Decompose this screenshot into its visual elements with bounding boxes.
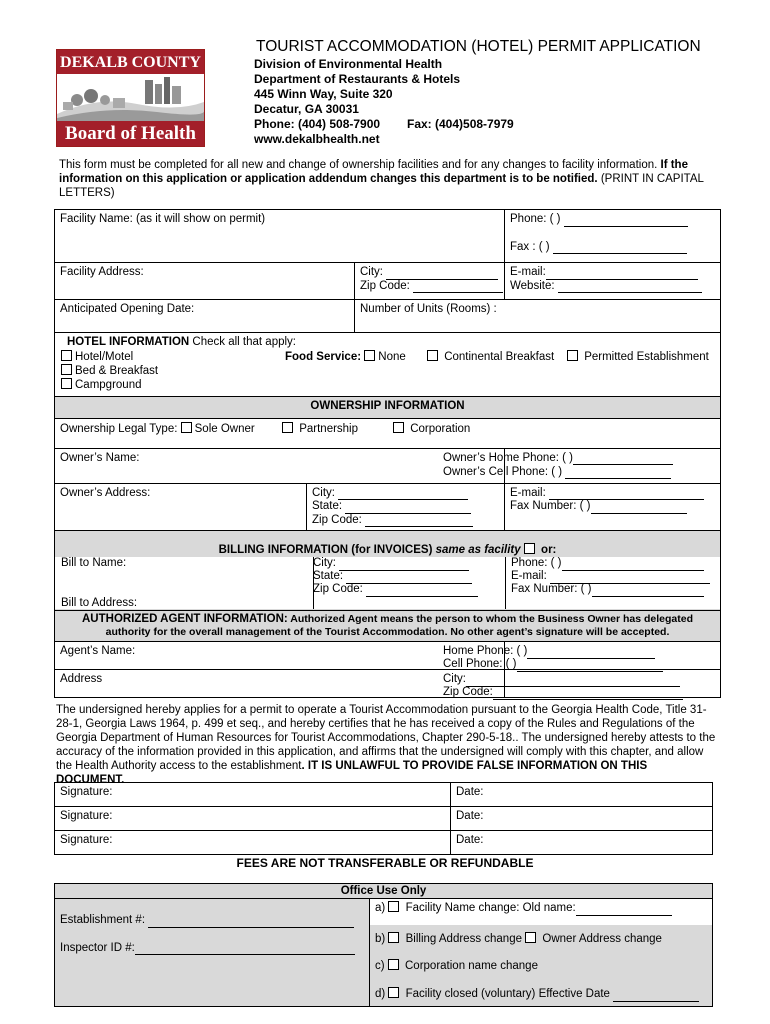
opening-date-label: Anticipated Opening Date:	[60, 303, 195, 315]
owner-zip-field[interactable]	[365, 515, 473, 527]
bill-fax-field[interactable]	[592, 585, 704, 597]
units-cell[interactable]	[355, 300, 721, 333]
owner-address-change-checkbox[interactable]	[525, 932, 536, 943]
ownership-heading: OWNERSHIP INFORMATION	[55, 396, 721, 418]
agent-heading-cell	[55, 611, 721, 642]
owner-zip-label: Zip Code:	[312, 513, 362, 526]
option-d-prefix: d)	[375, 988, 386, 1000]
office-ids-cell	[55, 899, 370, 1007]
same-as-facility-checkbox[interactable]	[524, 543, 535, 554]
bill-name-label: Bill to Name:	[61, 557, 127, 569]
agent-home-phone-label: Home Phone: ( )	[443, 645, 528, 657]
bill-state-label: State:	[313, 570, 344, 582]
hotel-info-cell	[55, 333, 721, 397]
food-none-label: None	[378, 350, 406, 363]
date-label: Date:	[456, 834, 484, 846]
declaration-text: The undersigned hereby applies for a permit to operate a Tourist Accommodation pursuant to the Georgia Health Code, Title 31-28-1, Georgia Laws 1964, p. 499 et seq., and hereby certifies that he has received a copy of the Rules and Regulations of the Georgia Department of Human Resources for Tourist Accommodations, Chapter 290-5-18.. The undersigned hereby attests to the accuracy of the information provided in this application, and affirms that the undersigned will comply with this chapter, and allow the Health Authority access to the establishment	[56, 704, 716, 772]
billing-cell	[55, 531, 721, 611]
agent-home-phone-field[interactable]	[527, 647, 655, 659]
billing-address-change-label: Billing Address change	[405, 933, 522, 945]
logo-top-text: DEKALB COUNTY	[57, 50, 204, 74]
facility-address-label: Facility Address:	[60, 266, 144, 278]
date-field-3[interactable]	[451, 831, 713, 855]
facility-email-label: E-mail:	[510, 266, 546, 278]
agent-name-label: Agent’s Name:	[60, 645, 136, 657]
facility-email-field[interactable]	[546, 268, 698, 280]
bill-city-field[interactable]	[339, 559, 469, 571]
bill-zip-field[interactable]	[366, 585, 478, 597]
billing-or-text: or:	[537, 544, 557, 556]
logo-bottom-text: Board of Health	[57, 121, 204, 146]
owner-fax-field[interactable]	[591, 502, 687, 514]
agent-city-field[interactable]	[466, 675, 680, 687]
billing-address-change-checkbox[interactable]	[388, 932, 399, 943]
date-label: Date:	[456, 786, 484, 798]
corporation-label: Corporation	[410, 422, 471, 435]
fees-notice: FEES ARE NOT TRANSFERABLE OR REFUNDABLE	[236, 856, 534, 870]
date-label: Date:	[456, 810, 484, 822]
facility-phone-fax-cell[interactable]	[505, 210, 721, 263]
bill-phone-field[interactable]	[562, 559, 704, 571]
campground-label: Campground	[75, 379, 142, 391]
office-use-heading: Office Use Only	[55, 884, 713, 899]
owner-email-fax-cell[interactable]	[505, 483, 721, 531]
agent-zip-label: Zip Code:	[443, 686, 493, 698]
declaration-paragraph	[56, 703, 716, 787]
agent-cell-phone-label: Cell Phone: ( )	[443, 658, 517, 670]
bed-breakfast-label: Bed & Breakfast	[75, 364, 159, 377]
facility-fax-label: Fax : ( )	[510, 240, 550, 253]
continental-breakfast-label: Continental Breakfast	[444, 350, 555, 363]
owner-cell-phone-label: Owner’s Cell Phone: ( )	[443, 465, 563, 478]
facility-name-change-checkbox[interactable]	[388, 901, 399, 912]
owner-home-phone-field[interactable]	[573, 453, 673, 465]
facility-zip-field[interactable]	[413, 281, 503, 293]
continental-breakfast-checkbox[interactable]	[427, 350, 438, 361]
ownership-type-cell	[55, 418, 721, 448]
intro-paragraph	[59, 158, 709, 200]
units-label: Number of Units (Rooms) :	[360, 303, 497, 315]
owner-email-label: E-mail:	[510, 486, 546, 499]
application-form-table	[54, 209, 721, 698]
inspector-id-label: Inspector ID #:	[60, 941, 135, 954]
bill-fax-label: Fax Number: ( )	[511, 583, 592, 595]
agent-address-cell[interactable]	[55, 670, 505, 698]
establishment-field[interactable]	[148, 916, 354, 928]
division-name: Division of Environmental Health	[254, 57, 443, 71]
bill-city-label: City:	[313, 557, 336, 569]
owner-name-cell[interactable]	[55, 448, 505, 483]
owner-state-field[interactable]	[345, 502, 471, 514]
intro-text-end: (PRINT IN CAPITAL LETTERS)	[59, 173, 704, 199]
header-fax: Fax: (404)508-7979	[407, 117, 514, 131]
owner-city-state-zip-cell[interactable]	[307, 483, 505, 531]
sole-owner-checkbox[interactable]	[181, 422, 192, 433]
facility-phone-label: Phone: ( )	[510, 213, 561, 225]
signature-label: Signature:	[60, 834, 113, 846]
facility-name-cell[interactable]	[55, 210, 505, 263]
food-service-label: Food Service:	[285, 350, 362, 363]
facility-name-change-label: Facility Name change: Old name:	[405, 902, 576, 914]
signature-label: Signature:	[60, 786, 113, 798]
old-name-field[interactable]	[576, 904, 672, 916]
page-title: TOURIST ACCOMMODATION (HOTEL) PERMIT APPLICATION	[256, 38, 701, 55]
option-a-prefix: a)	[375, 902, 386, 914]
facility-zip-label: Zip Code:	[360, 279, 410, 292]
facility-closed-checkbox[interactable]	[388, 987, 399, 998]
ownership-type-label: Ownership Legal Type:	[60, 422, 178, 435]
signature-field-1[interactable]	[55, 783, 451, 807]
bill-email-label: E-mail:	[511, 570, 547, 582]
owner-address-change-label: Owner Address change	[542, 933, 662, 945]
agent-heading-description: Authorized Agent means the person to whom the Business Owner has delegated authority for the overall management of the Tourist Accommodation. No other agent’s signature will be accepted.	[105, 613, 693, 638]
facility-city-field[interactable]	[386, 268, 498, 280]
hotel-info-heading: HOTEL INFORMATION	[67, 336, 190, 348]
partnership-label: Partnership	[299, 422, 359, 435]
owner-name-label: Owner’s Name:	[60, 451, 140, 464]
permitted-establishment-label: Permitted Establishment	[584, 350, 709, 363]
bed-breakfast-checkbox[interactable]	[61, 364, 72, 375]
owner-city-field[interactable]	[338, 488, 468, 500]
facility-email-web-cell[interactable]	[505, 263, 721, 300]
billing-heading	[55, 531, 720, 557]
bill-phone-label: Phone: ( )	[511, 557, 562, 569]
owner-phones-cell[interactable]	[443, 448, 721, 483]
hotel-motel-label: Hotel/Motel	[75, 350, 134, 363]
opening-date-cell[interactable]	[55, 300, 355, 333]
option-c-prefix: c)	[375, 960, 385, 972]
hotel-motel-checkbox[interactable]	[61, 350, 72, 361]
department-name: Department of Restaurants & Hotels	[254, 72, 461, 86]
establishment-label: Establishment #:	[60, 914, 146, 926]
facility-website-field[interactable]	[558, 281, 702, 293]
corporation-name-change-checkbox[interactable]	[388, 959, 399, 970]
food-none-checkbox[interactable]	[364, 350, 375, 361]
intro-text: This form must be completed for all new and change of ownership facilities and for any changes to facility information.	[59, 159, 661, 171]
date-field-1[interactable]	[451, 783, 713, 807]
intro-bold-text: If the information on this application or application addendum changes this department is to be notified.	[59, 159, 688, 185]
signature-table	[54, 782, 713, 855]
corporation-checkbox[interactable]	[393, 422, 404, 433]
owner-cell-phone-field[interactable]	[565, 467, 671, 479]
signature-field-3[interactable]	[55, 831, 451, 855]
facility-phone-field[interactable]	[564, 215, 688, 227]
owner-fax-label: Fax Number: ( )	[510, 500, 591, 512]
agent-name-cell[interactable]	[55, 642, 505, 670]
owner-city-label: City:	[312, 486, 335, 499]
corporation-name-change-label: Corporation name change	[405, 960, 538, 972]
facility-website-label: Website:	[510, 279, 555, 292]
facility-closed-label: Facility closed (voluntary) Effective Date	[405, 988, 610, 1000]
header-website: www.dekalbhealth.net	[254, 132, 380, 146]
owner-address-label: Owner’s Address:	[60, 486, 151, 499]
agent-address-label: Address	[60, 673, 103, 685]
dekalb-logo	[56, 49, 205, 147]
owner-home-phone-label: Owner’s Home Phone: ( )	[443, 451, 573, 464]
owner-address-cell[interactable]	[55, 483, 307, 531]
facility-city-label: City:	[360, 266, 383, 278]
office-use-table	[54, 883, 713, 1007]
inspector-id-field[interactable]	[135, 943, 355, 955]
effective-date-field[interactable]	[613, 990, 699, 1002]
billing-heading-text: BILLING INFORMATION (for INVOICES)	[218, 544, 433, 556]
declaration-warning: . IT IS UNLAWFUL TO PROVIDE FALSE INFORMATION ON THIS DOCUMENT.	[56, 760, 648, 786]
agent-phones-cell[interactable]	[443, 642, 721, 670]
address-line-2: Decatur, GA 30031	[254, 102, 359, 116]
facility-city-zip-cell[interactable]	[355, 263, 505, 300]
facility-address-cell[interactable]	[55, 263, 355, 300]
hotel-info-subheading: Check all that apply:	[189, 336, 296, 348]
owner-state-label: State:	[312, 500, 343, 512]
header-phone: Phone: (404) 508-7900	[254, 117, 381, 131]
permitted-establishment-checkbox[interactable]	[567, 350, 578, 361]
bill-email-field[interactable]	[550, 572, 710, 584]
address-line-1: 445 Winn Way, Suite 320	[254, 87, 393, 101]
facility-name-label: Facility Name: (as it will show on permit)	[60, 213, 266, 225]
agent-city-label: City:	[443, 673, 466, 685]
agent-zip-field[interactable]	[493, 688, 683, 700]
campground-checkbox[interactable]	[61, 378, 72, 389]
signature-label: Signature:	[60, 810, 113, 822]
bill-address-label: Bill to Address:	[61, 597, 138, 609]
bill-state-field[interactable]	[346, 572, 472, 584]
facility-fax-field[interactable]	[553, 242, 687, 254]
date-field-2[interactable]	[451, 807, 713, 831]
office-changes-cell	[370, 899, 713, 1007]
partnership-checkbox[interactable]	[282, 422, 293, 433]
agent-heading: AUTHORIZED AGENT INFORMATION:	[82, 613, 288, 625]
city-skyline-icon	[57, 74, 204, 121]
signature-field-2[interactable]	[55, 807, 451, 831]
owner-email-field[interactable]	[549, 488, 704, 500]
sole-owner-label: Sole Owner	[194, 422, 255, 435]
bill-zip-label: Zip Code:	[313, 583, 363, 595]
agent-city-zip-cell[interactable]	[443, 670, 721, 698]
option-b-prefix: b)	[375, 933, 386, 945]
billing-same-as-text: same as facility	[432, 544, 524, 556]
